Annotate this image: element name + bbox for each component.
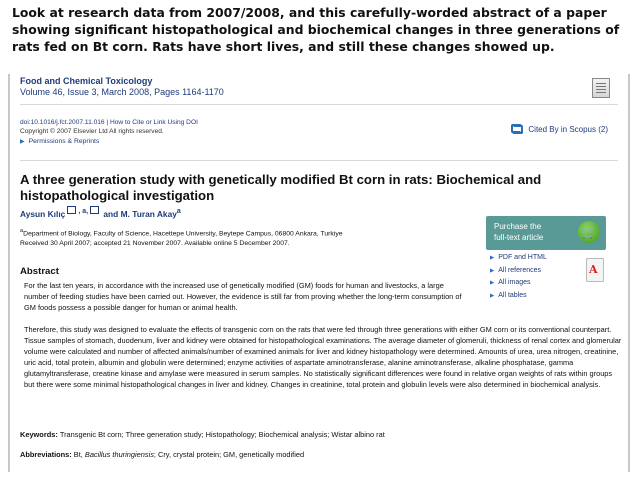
abstract-heading: Abstract bbox=[20, 266, 59, 277]
contact-icon[interactable] bbox=[67, 206, 76, 214]
article-title: A three generation study with genetically modified Bt corn in rats: Biochemical and histopathological investigation bbox=[20, 172, 542, 203]
author-and: and bbox=[101, 209, 121, 219]
journal-name-link[interactable]: Food and Chemical Toxicology bbox=[20, 76, 153, 86]
cite-link[interactable]: | How to Cite or Link Using DOI bbox=[104, 119, 198, 126]
article-screenshot bbox=[8, 74, 630, 472]
journal-thumbnail-icon[interactable] bbox=[592, 78, 610, 98]
doi-link[interactable]: doi:10.1016/j.fct.2007.11.016 bbox=[20, 119, 105, 126]
keywords-line bbox=[20, 430, 385, 439]
scopus-cited-icon bbox=[511, 124, 523, 134]
keywords-text: Transgenic Bt corn; Three generation study; Histopathology; Biochemical analysis; Wistar albino rat bbox=[59, 430, 385, 439]
journal-header bbox=[20, 76, 224, 98]
purchase-line2: full-text article bbox=[494, 233, 544, 242]
affiliation-block bbox=[20, 226, 490, 249]
received-dates: Received 30 April 2007; accepted 21 November 2007. Available online 5 December 2007. bbox=[20, 240, 290, 248]
triangle-right-icon: ▶ bbox=[490, 267, 495, 274]
option-all-references[interactable] bbox=[490, 265, 547, 278]
triangle-right-icon: ▶ bbox=[490, 255, 495, 261]
author-link[interactable]: M. Turan Akay bbox=[120, 209, 177, 219]
shopping-cart-icon: 🛒 bbox=[578, 221, 600, 243]
option-all-tables[interactable] bbox=[490, 290, 547, 303]
authors-line bbox=[20, 206, 181, 219]
triangle-right-icon: ▶ bbox=[490, 280, 495, 286]
triangle-right-icon: ▶ bbox=[20, 139, 25, 145]
option-label: All references bbox=[498, 266, 542, 274]
doi-block bbox=[20, 118, 198, 136]
option-label: PDF and HTML bbox=[498, 254, 547, 261]
option-all-images[interactable] bbox=[490, 277, 547, 290]
abbreviations-label: Abbreviations: bbox=[20, 450, 74, 459]
author-marks: , a, bbox=[78, 208, 89, 216]
author-link[interactable]: Aysun Kılıç bbox=[20, 209, 66, 219]
purchase-line1: Purchase the bbox=[494, 222, 542, 231]
pdf-icon[interactable] bbox=[586, 258, 604, 282]
abstract-paragraph-2: Therefore, this study was designed to evaluate the effects of transgenic corn on the rats that were fed through three generations with either GM corn or its conventional counterpart. Tissue samples of stomach, duodenum, liver and kidney were obtained for histopathological examinations. The average diameter of glomeruli, thickness of renal cortex and glomerular volume were calculated and number of affected animals/number of examined animals for liver and kidney histopathology were determined. Amounts of urea, urea nitrogen, creatinine, uric acid, total protein, albumin and globulin were determined; enzyme activities of aspartate aminotransferase, alanine aminotransferase, alkaline phosphatase, gamma glutamyltransferase, creatine kinase and amylase were measured in serum samples. No statistically significant differences were found in relative organ weights of rats within groups but there were some minimal histopathological changes in liver and kidney. Changes in creatinine, total protein and globulin levels were also determined in biochemical analysis. bbox=[24, 325, 622, 390]
divider bbox=[20, 104, 618, 105]
permissions-link[interactable] bbox=[20, 138, 99, 145]
option-pdf-html[interactable] bbox=[490, 252, 547, 265]
purchase-button[interactable] bbox=[486, 216, 606, 250]
copyright-text: Copyright © 2007 Elsevier Ltd All rights reserved. bbox=[20, 128, 164, 135]
affiliation-text: Department of Biology, Faculty of Science, Hacettepe University, Beytepe Campus, 06800 Ankara, Turkiye bbox=[23, 230, 343, 238]
author-mark: a bbox=[176, 208, 181, 216]
cited-by-label: Cited By in Scopus (2) bbox=[528, 124, 608, 134]
affiliation-mark: a bbox=[20, 228, 24, 234]
cited-by-link[interactable] bbox=[511, 124, 608, 134]
slide-caption: Look at research data from 2007/2008, and this carefully-worded abstract of a paper showing significant histopathological and biochemical changes in three generations of rats fed on Bt corn. Rats have short lives, and still these changes showed up. bbox=[12, 5, 620, 54]
option-label: All tables bbox=[498, 291, 527, 299]
permissions-label: Permissions & Reprints bbox=[28, 138, 100, 145]
abbr-bt-italic: Bacillus thuringiensis bbox=[84, 450, 154, 459]
email-icon[interactable] bbox=[90, 206, 99, 214]
divider bbox=[20, 160, 618, 161]
issue-link[interactable]: Volume 46, Issue 3, March 2008, Pages 1164-1170 bbox=[20, 87, 224, 97]
purchase-options-list bbox=[490, 252, 547, 302]
abbr-rest: ; Cry, crystal protein; GM, genetically modified bbox=[153, 450, 305, 459]
triangle-right-icon: ▶ bbox=[490, 292, 495, 299]
abbreviations-line bbox=[20, 450, 304, 459]
abbr-bt: Bt, bbox=[73, 450, 85, 459]
abstract-paragraph-1: For the last ten years, in accordance with the increased use of genetically modified (GM) foods for human and livestocks, a large number of feeding studies have been carried out. However, the evidence is still far from proving whether the long-term consumption of GM foods possess a possible danger for human or animal health. bbox=[24, 281, 462, 313]
option-label: All images bbox=[498, 279, 531, 286]
keywords-label: Keywords: bbox=[20, 430, 60, 439]
purchase-label bbox=[494, 221, 543, 243]
